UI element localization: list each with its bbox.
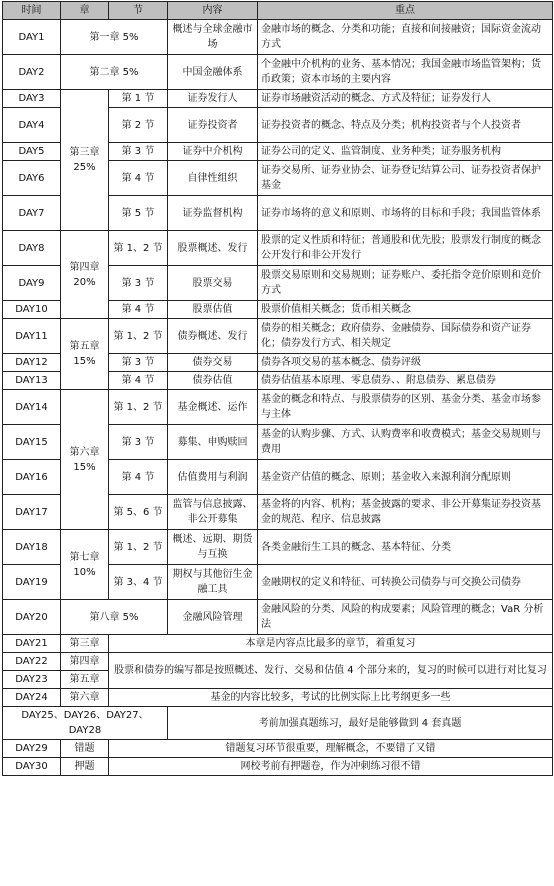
- section-cell: 第 5 节: [109, 196, 168, 231]
- content-cell: 证券监督机构: [168, 196, 258, 231]
- header-key-points: 重点: [258, 2, 553, 20]
- day-cell: DAY4: [3, 108, 61, 143]
- day-cell: DAY10: [3, 301, 61, 319]
- content-cell: 股票概述、发行: [168, 231, 258, 266]
- key-points-cell: 基金将的内容、机构；基金披露的要求、非公开募集证券投资基金的规范、程序、信息披露: [258, 495, 553, 530]
- chapter-label-cell: 第三章: [61, 635, 109, 653]
- key-points-cell: 基金资产估值的概念、原则；基金收入来源利润分配原则: [258, 460, 553, 495]
- day-cell: DAY20: [3, 600, 61, 635]
- content-cell: 证券投资者: [168, 108, 258, 143]
- key-points-cell: 股票交易原则和交易规则；证券账户、委托指令竞价原则和竞价方式: [258, 266, 553, 301]
- chapter-cell: 第五章 15%: [61, 319, 109, 390]
- section-cell: 第 1、2 节: [109, 390, 168, 425]
- content-cell: 中国金融体系: [168, 55, 258, 90]
- schedule-row: [3, 20, 553, 55]
- content-cell: 股票估值: [168, 301, 258, 319]
- content-cell: 债券估值: [168, 372, 258, 390]
- chapter-cell: 第二章 5%: [61, 55, 168, 90]
- header-day: 时间: [3, 2, 61, 20]
- section-cell: 第 3 节: [109, 425, 168, 460]
- day-cell: DAY29: [3, 740, 61, 758]
- day-cell: DAY18: [3, 530, 61, 565]
- key-points-cell: 金融期权的定义和特征、可转换公司债券与可交换公司债券: [258, 565, 553, 600]
- note-cell: 基金的内容比较多，考试的比例实际上比考纲更多一些: [109, 689, 553, 707]
- day-cell: DAY15: [3, 425, 61, 460]
- chapter-cell: 第八章 5%: [61, 600, 168, 635]
- section-cell: 第 2 节: [109, 108, 168, 143]
- section-cell: 第 1 节: [109, 90, 168, 108]
- key-points-cell: 证券公司的定义、监管制度、业务种类；证券服务机构: [258, 143, 553, 161]
- content-cell: 募集、申购赎回: [168, 425, 258, 460]
- content-cell: 证券发行人: [168, 90, 258, 108]
- chapter-cell: 第七章 10%: [61, 530, 109, 600]
- day-cell: DAY8: [3, 231, 61, 266]
- key-points-cell: 债券各项交易的基本概念、债券评级: [258, 354, 553, 372]
- content-cell: 自律性组织: [168, 161, 258, 196]
- key-points-cell: 债券估值基本原理、零息债券、、附息债券、累息债券: [258, 372, 553, 390]
- section-cell: 第 4 节: [109, 372, 168, 390]
- key-points-cell: 证券投资者的概念、特点及分类；机构投资者与个人投资者: [258, 108, 553, 143]
- key-points-cell: 金融风险的分类、风险的构成要素；风险管理的概念；VaR 分析法: [258, 600, 553, 635]
- content-cell: 证券中介机构: [168, 143, 258, 161]
- header-content: 内容: [168, 2, 258, 20]
- chapter-cell: 第四章 20%: [61, 231, 109, 319]
- section-cell: 第 3 节: [109, 143, 168, 161]
- day-cell: DAY2: [3, 55, 61, 90]
- content-cell: 估值费用与利润: [168, 460, 258, 495]
- content-cell: 概述与全球金融市场: [168, 20, 258, 55]
- key-points-cell: 基金的认购步骤、方式、认购费率和收费模式；基金交易规则与费用: [258, 425, 553, 460]
- schedule-row: [3, 390, 553, 425]
- day-cell: DAY12: [3, 354, 61, 372]
- schedule-row: [3, 600, 553, 635]
- content-cell: 金融风险管理: [168, 600, 258, 635]
- review-row: [3, 758, 553, 776]
- key-points-cell: 个金融中介机构的业务、基本情况；我国金融市场监管架构；货币政策；资本市场的主要内容: [258, 55, 553, 90]
- review-row: [3, 740, 553, 758]
- section-cell: 第 4 节: [109, 301, 168, 319]
- chapter-cell: 第三章 25%: [61, 90, 109, 231]
- schedule-row: [3, 231, 553, 266]
- content-cell: 基金概述、运作: [168, 390, 258, 425]
- review-row: [3, 689, 553, 707]
- content-cell: 债券概述、发行: [168, 319, 258, 354]
- key-points-cell: 股票价值相关概念；货币相关概念: [258, 301, 553, 319]
- review-row: [3, 707, 553, 740]
- note-cell: 错题复习环节很重要，理解概念，不要错了又错: [109, 740, 553, 758]
- section-cell: 第 5、6 节: [109, 495, 168, 530]
- content-cell: 期权与其他衍生金融工具: [168, 565, 258, 600]
- review-row: [3, 635, 553, 653]
- key-points-cell: 各类金融衍生工具的概念、基本特征、分类: [258, 530, 553, 565]
- day-cell: DAY22: [3, 653, 61, 671]
- section-cell: 第 1、2 节: [109, 319, 168, 354]
- content-cell: 股票交易: [168, 266, 258, 301]
- day-cell: DAY6: [3, 161, 61, 196]
- header-section: 节: [109, 2, 168, 20]
- day-cell: DAY21: [3, 635, 61, 653]
- day-cell: DAY24: [3, 689, 61, 707]
- chapter-cell: 第一章 5%: [61, 20, 168, 55]
- key-points-cell: 证券市场融资活动的概念、方式及特征；证券发行人: [258, 90, 553, 108]
- key-points-cell: 证券交易所、证券业协会、证券登记结算公司、证券投资者保护基金: [258, 161, 553, 196]
- day-cell: DAY17: [3, 495, 61, 530]
- day-cell: DAY3: [3, 90, 61, 108]
- section-cell: 第 3、4 节: [109, 565, 168, 600]
- chapter-label-cell: 第五章: [61, 671, 109, 689]
- section-cell: 第 1、2 节: [109, 231, 168, 266]
- day-cell: DAY5: [3, 143, 61, 161]
- header-row: [3, 2, 553, 20]
- note-cell: 股票和债券的编写都是按照概述、发行、交易和估值 4 个部分来的，复习的时候可以进行对比复习: [109, 653, 553, 689]
- chapter-cell: 第六章 15%: [61, 390, 109, 530]
- section-cell: 第 4 节: [109, 460, 168, 495]
- study-plan-body: [3, 2, 553, 776]
- day-cell: DAY23: [3, 671, 61, 689]
- section-cell: 第 3 节: [109, 266, 168, 301]
- key-points-cell: 股票的定义性质和特征；普通股和优先股；股票发行制度的概念公开发行和非公开发行: [258, 231, 553, 266]
- day-cell: DAY14: [3, 390, 61, 425]
- day-cell: DAY19: [3, 565, 61, 600]
- day-cell: DAY16: [3, 460, 61, 495]
- content-cell: 监管与信息披露、非公开募集: [168, 495, 258, 530]
- section-cell: 第 3 节: [109, 354, 168, 372]
- chapter-label-cell: 错题: [61, 740, 109, 758]
- study-plan-table: [2, 1, 553, 776]
- day-cell: DAY30: [3, 758, 61, 776]
- day-cell: DAY25、DAY26、DAY27、DAY28: [3, 707, 168, 740]
- day-cell: DAY9: [3, 266, 61, 301]
- key-points-cell: 证券市场将的意义和原则、市场将的目标和手段；我国监管体系: [258, 196, 553, 231]
- day-cell: DAY13: [3, 372, 61, 390]
- review-row: [3, 653, 553, 671]
- schedule-row: [3, 319, 553, 354]
- chapter-label-cell: 第四章: [61, 653, 109, 671]
- chapter-label-cell: 第六章: [61, 689, 109, 707]
- day-cell: DAY11: [3, 319, 61, 354]
- chapter-label-cell: 押题: [61, 758, 109, 776]
- note-cell: 考前加强真题练习，最好是能够做到 4 套真题: [168, 707, 553, 740]
- section-cell: 第 1、2 节: [109, 530, 168, 565]
- day-cell: DAY1: [3, 20, 61, 55]
- key-points-cell: 金融市场的概念、分类和功能；直接和间接融资；国际资金流动方式: [258, 20, 553, 55]
- schedule-row: [3, 90, 553, 108]
- key-points-cell: 债券的相关概念；政府债券、金融债券、国际债券和资产证券化；债券发行方式、相关规定: [258, 319, 553, 354]
- schedule-row: [3, 55, 553, 90]
- header-chapter: 章: [61, 2, 109, 20]
- note-cell: 网校考前有押题卷，作为冲刺练习很不错: [109, 758, 553, 776]
- day-cell: DAY7: [3, 196, 61, 231]
- note-cell: 本章是内容点比最多的章节，着重复习: [109, 635, 553, 653]
- section-cell: 第 4 节: [109, 161, 168, 196]
- content-cell: 概述、远期、期货与互换: [168, 530, 258, 565]
- schedule-row: [3, 530, 553, 565]
- content-cell: 债券交易: [168, 354, 258, 372]
- key-points-cell: 基金的概念和特点、与股票债券的区别、基金分类、基金市场参与主体: [258, 390, 553, 425]
